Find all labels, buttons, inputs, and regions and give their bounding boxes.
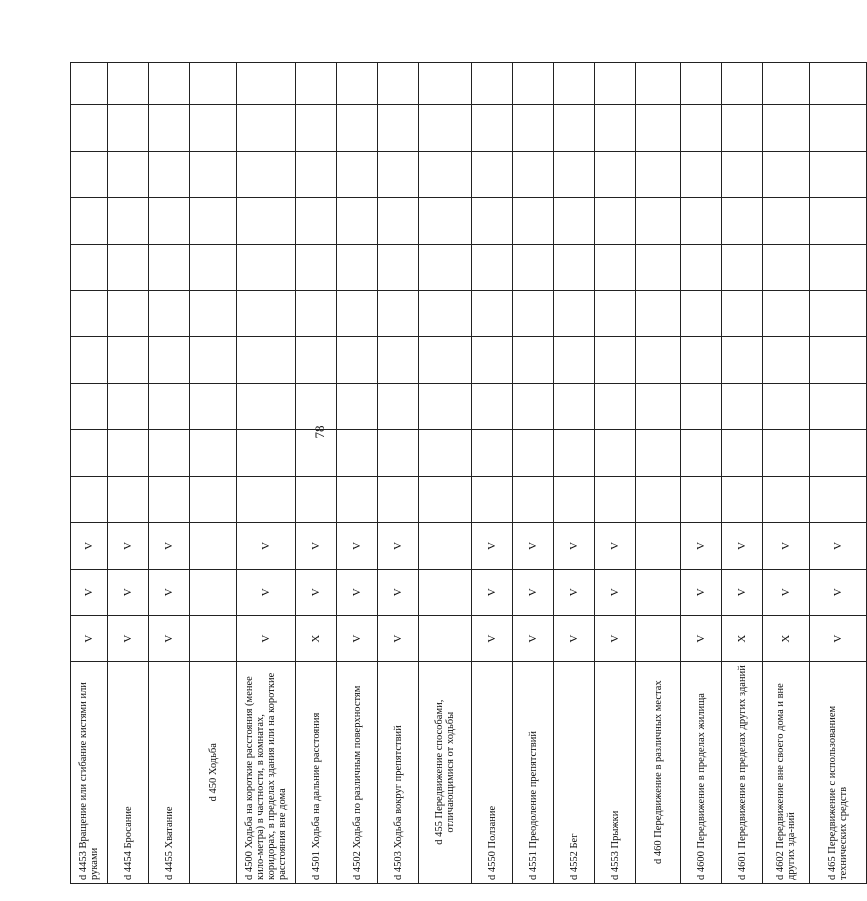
empty-cell xyxy=(810,244,867,290)
mark-cell: V xyxy=(108,615,149,661)
empty-cell xyxy=(722,244,763,290)
mark-cell: V xyxy=(722,569,763,615)
empty-cell xyxy=(190,198,237,244)
rotated-table-layer xyxy=(70,62,849,884)
mark-cell: V xyxy=(810,615,867,661)
empty-cell xyxy=(763,244,810,290)
empty-cell xyxy=(722,63,763,105)
empty-cell xyxy=(419,105,472,151)
empty-cell xyxy=(681,383,722,429)
section-row xyxy=(636,63,681,884)
empty-cell xyxy=(237,383,296,429)
empty-cell xyxy=(337,383,378,429)
empty-cell xyxy=(554,63,595,105)
mark-cell: V xyxy=(681,569,722,615)
item-label: d 4601 Передвижение в пределах других зданий xyxy=(722,662,763,884)
empty-cell xyxy=(108,63,149,105)
empty-cell xyxy=(472,430,513,476)
empty-cell xyxy=(108,430,149,476)
mark-cell: X xyxy=(296,615,337,661)
empty-cell xyxy=(71,151,108,197)
section-row xyxy=(190,63,237,884)
empty-cell xyxy=(681,291,722,337)
empty-cell xyxy=(108,198,149,244)
empty-cell xyxy=(681,198,722,244)
empty-cell xyxy=(810,383,867,429)
empty-cell xyxy=(190,476,237,522)
mark-cell: X xyxy=(763,615,810,661)
mark-cell: V xyxy=(722,523,763,569)
mark-cell: V xyxy=(554,523,595,569)
item-label: d 4455 Хватание xyxy=(149,662,190,884)
item-label: d 4550 Ползание xyxy=(472,662,513,884)
mark-cell: V xyxy=(513,615,554,661)
table-row xyxy=(71,63,108,884)
table-row xyxy=(149,63,190,884)
item-label: d 465 Передвижение с использованием технических средств xyxy=(810,662,867,884)
mark-cell: V xyxy=(337,523,378,569)
mark-cell xyxy=(419,569,472,615)
mark-cell: V xyxy=(681,615,722,661)
empty-cell xyxy=(419,291,472,337)
mark-cell: V xyxy=(237,569,296,615)
empty-cell xyxy=(71,383,108,429)
empty-cell xyxy=(636,337,681,383)
section-label: d 455 Передвижение способами, отличающимися от ходьбы xyxy=(419,662,472,884)
empty-cell xyxy=(722,383,763,429)
item-label: d 4501 Ходьба на дальние расстояния xyxy=(296,662,337,884)
item-label: d 4551 Преодоление препятствий xyxy=(513,662,554,884)
empty-cell xyxy=(71,244,108,290)
empty-cell xyxy=(190,63,237,105)
table-row xyxy=(337,63,378,884)
empty-cell xyxy=(595,476,636,522)
empty-cell xyxy=(722,430,763,476)
assessment-table xyxy=(70,62,867,884)
assessment-table-wrapper xyxy=(70,62,849,884)
empty-cell xyxy=(554,291,595,337)
table-row xyxy=(513,63,554,884)
mark-cell: V xyxy=(472,523,513,569)
empty-cell xyxy=(149,244,190,290)
empty-cell xyxy=(636,105,681,151)
empty-cell xyxy=(378,105,419,151)
empty-cell xyxy=(763,291,810,337)
mark-cell: V xyxy=(296,569,337,615)
empty-cell xyxy=(378,430,419,476)
empty-cell xyxy=(296,63,337,105)
empty-cell xyxy=(810,430,867,476)
empty-cell xyxy=(513,105,554,151)
mark-cell: V xyxy=(513,523,554,569)
mark-cell: V xyxy=(296,523,337,569)
empty-cell xyxy=(636,476,681,522)
empty-cell xyxy=(237,244,296,290)
empty-cell xyxy=(722,151,763,197)
mark-cell: V xyxy=(595,569,636,615)
empty-cell xyxy=(419,383,472,429)
empty-cell xyxy=(378,291,419,337)
mark-cell: V xyxy=(149,615,190,661)
empty-cell xyxy=(722,337,763,383)
empty-cell xyxy=(472,291,513,337)
empty-cell xyxy=(810,291,867,337)
empty-cell xyxy=(554,198,595,244)
empty-cell xyxy=(149,105,190,151)
empty-cell xyxy=(296,291,337,337)
section-label: d 450 Ходьба xyxy=(190,662,237,884)
empty-cell xyxy=(237,337,296,383)
empty-cell xyxy=(378,476,419,522)
empty-cell xyxy=(149,291,190,337)
empty-cell xyxy=(636,198,681,244)
empty-cell xyxy=(108,151,149,197)
item-label: d 4602 Передвижение вне своего дома и вне других зда-ний xyxy=(763,662,810,884)
empty-cell xyxy=(513,337,554,383)
empty-cell xyxy=(472,198,513,244)
empty-cell xyxy=(190,383,237,429)
item-label: d 4453 Вращение или сгибание кистями или руками xyxy=(71,662,108,884)
empty-cell xyxy=(810,198,867,244)
mark-cell: V xyxy=(71,615,108,661)
empty-cell xyxy=(237,430,296,476)
empty-cell xyxy=(763,337,810,383)
empty-cell xyxy=(419,198,472,244)
mark-cell xyxy=(190,615,237,661)
empty-cell xyxy=(595,244,636,290)
mark-cell: X xyxy=(722,615,763,661)
empty-cell xyxy=(378,383,419,429)
mark-cell xyxy=(190,569,237,615)
empty-cell xyxy=(722,291,763,337)
empty-cell xyxy=(595,430,636,476)
empty-cell xyxy=(472,244,513,290)
empty-cell xyxy=(636,430,681,476)
mark-cell: V xyxy=(595,615,636,661)
empty-cell xyxy=(636,291,681,337)
empty-cell xyxy=(190,337,237,383)
empty-cell xyxy=(595,291,636,337)
mark-cell: V xyxy=(108,569,149,615)
section-row xyxy=(419,63,472,884)
mark-cell: V xyxy=(149,523,190,569)
empty-cell xyxy=(378,244,419,290)
empty-cell xyxy=(296,337,337,383)
empty-cell xyxy=(763,430,810,476)
empty-cell xyxy=(419,244,472,290)
empty-cell xyxy=(513,63,554,105)
empty-cell xyxy=(378,63,419,105)
empty-cell xyxy=(554,151,595,197)
mark-cell xyxy=(636,523,681,569)
empty-cell xyxy=(595,383,636,429)
mark-cell xyxy=(190,523,237,569)
empty-cell xyxy=(108,244,149,290)
empty-cell xyxy=(190,151,237,197)
empty-cell xyxy=(472,105,513,151)
empty-cell xyxy=(337,244,378,290)
mark-cell: V xyxy=(763,569,810,615)
empty-cell xyxy=(296,244,337,290)
empty-cell xyxy=(237,476,296,522)
empty-cell xyxy=(681,63,722,105)
empty-cell xyxy=(337,337,378,383)
empty-cell xyxy=(763,151,810,197)
table-row xyxy=(237,63,296,884)
empty-cell xyxy=(681,337,722,383)
empty-cell xyxy=(513,383,554,429)
empty-cell xyxy=(681,244,722,290)
empty-cell xyxy=(419,476,472,522)
empty-cell xyxy=(419,337,472,383)
mark-cell xyxy=(636,569,681,615)
mark-cell: V xyxy=(763,523,810,569)
empty-cell xyxy=(472,337,513,383)
table-row xyxy=(722,63,763,884)
empty-cell xyxy=(296,476,337,522)
empty-cell xyxy=(149,198,190,244)
empty-cell xyxy=(636,244,681,290)
empty-cell xyxy=(472,63,513,105)
mark-cell: V xyxy=(337,615,378,661)
empty-cell xyxy=(190,105,237,151)
empty-cell xyxy=(237,151,296,197)
empty-cell xyxy=(337,430,378,476)
mark-cell: V xyxy=(378,569,419,615)
empty-cell xyxy=(554,337,595,383)
empty-cell xyxy=(681,105,722,151)
table-row xyxy=(763,63,810,884)
empty-cell xyxy=(337,198,378,244)
mark-cell: V xyxy=(337,569,378,615)
empty-cell xyxy=(108,291,149,337)
item-label: d 4600 Передвижение в пределах жилища xyxy=(681,662,722,884)
section-label: d 460 Передвижение в различных местах xyxy=(636,662,681,884)
empty-cell xyxy=(810,476,867,522)
empty-cell xyxy=(763,476,810,522)
empty-cell xyxy=(554,105,595,151)
empty-cell xyxy=(71,291,108,337)
item-label: d 4500 Ходьба на короткие расстояния (менее кило-метра) в частности, в комнатах, коридорах, в пределах здания или на короткие расстояния вне дома xyxy=(237,662,296,884)
empty-cell xyxy=(337,63,378,105)
empty-cell xyxy=(513,476,554,522)
empty-cell xyxy=(71,476,108,522)
empty-cell xyxy=(513,430,554,476)
mark-cell: V xyxy=(237,523,296,569)
mark-cell: V xyxy=(810,569,867,615)
empty-cell xyxy=(378,198,419,244)
empty-cell xyxy=(296,151,337,197)
empty-cell xyxy=(722,198,763,244)
mark-cell: V xyxy=(554,569,595,615)
empty-cell xyxy=(763,63,810,105)
empty-cell xyxy=(149,430,190,476)
empty-cell xyxy=(108,337,149,383)
empty-cell xyxy=(513,151,554,197)
empty-cell xyxy=(190,430,237,476)
empty-cell xyxy=(237,105,296,151)
empty-cell xyxy=(636,383,681,429)
empty-cell xyxy=(554,476,595,522)
mark-cell: V xyxy=(554,615,595,661)
table-row xyxy=(296,63,337,884)
table-row xyxy=(108,63,149,884)
empty-cell xyxy=(810,151,867,197)
empty-cell xyxy=(237,198,296,244)
empty-cell xyxy=(810,337,867,383)
mark-cell xyxy=(636,615,681,661)
empty-cell xyxy=(296,430,337,476)
mark-cell: V xyxy=(681,523,722,569)
mark-cell: V xyxy=(472,569,513,615)
item-label: d 4503 Ходьба вокруг препятствий xyxy=(378,662,419,884)
empty-cell xyxy=(337,105,378,151)
empty-cell xyxy=(108,476,149,522)
empty-cell xyxy=(681,476,722,522)
table-row xyxy=(810,63,867,884)
mark-cell: V xyxy=(71,569,108,615)
empty-cell xyxy=(472,383,513,429)
empty-cell xyxy=(190,291,237,337)
item-label: d 4502 Ходьба по различным поверхностям xyxy=(337,662,378,884)
empty-cell xyxy=(71,198,108,244)
empty-cell xyxy=(595,105,636,151)
mark-cell: V xyxy=(149,569,190,615)
empty-cell xyxy=(337,291,378,337)
empty-cell xyxy=(554,430,595,476)
mark-cell: V xyxy=(810,523,867,569)
empty-cell xyxy=(190,244,237,290)
empty-cell xyxy=(419,430,472,476)
mark-cell: V xyxy=(71,523,108,569)
empty-cell xyxy=(71,430,108,476)
empty-cell xyxy=(337,476,378,522)
item-label: d 4553 Прыжки xyxy=(595,662,636,884)
empty-cell xyxy=(378,151,419,197)
empty-cell xyxy=(595,198,636,244)
mark-cell xyxy=(419,615,472,661)
empty-cell xyxy=(681,430,722,476)
empty-cell xyxy=(337,151,378,197)
mark-cell: V xyxy=(378,615,419,661)
empty-cell xyxy=(296,198,337,244)
empty-cell xyxy=(681,151,722,197)
empty-cell xyxy=(149,337,190,383)
empty-cell xyxy=(419,151,472,197)
empty-cell xyxy=(763,105,810,151)
table-body xyxy=(71,63,867,884)
empty-cell xyxy=(296,105,337,151)
mark-cell: V xyxy=(378,523,419,569)
empty-cell xyxy=(595,63,636,105)
empty-cell xyxy=(71,105,108,151)
empty-cell xyxy=(149,476,190,522)
empty-cell xyxy=(636,151,681,197)
empty-cell xyxy=(149,63,190,105)
empty-cell xyxy=(108,105,149,151)
empty-cell xyxy=(237,63,296,105)
table-row xyxy=(472,63,513,884)
empty-cell xyxy=(722,476,763,522)
item-label: d 4454 Бросание xyxy=(108,662,149,884)
empty-cell xyxy=(513,244,554,290)
empty-cell xyxy=(763,383,810,429)
table-row xyxy=(681,63,722,884)
empty-cell xyxy=(472,476,513,522)
empty-cell xyxy=(149,151,190,197)
empty-cell xyxy=(149,383,190,429)
empty-cell xyxy=(472,151,513,197)
empty-cell xyxy=(763,198,810,244)
mark-cell: V xyxy=(513,569,554,615)
empty-cell xyxy=(595,151,636,197)
empty-cell xyxy=(595,337,636,383)
empty-cell xyxy=(554,244,595,290)
empty-cell xyxy=(722,105,763,151)
item-label: d 4552 Бег xyxy=(554,662,595,884)
page-number: 78 xyxy=(312,425,327,439)
empty-cell xyxy=(513,291,554,337)
empty-cell xyxy=(378,337,419,383)
empty-cell xyxy=(237,291,296,337)
mark-cell: V xyxy=(237,615,296,661)
empty-cell xyxy=(71,63,108,105)
empty-cell xyxy=(513,198,554,244)
empty-cell xyxy=(810,105,867,151)
mark-cell xyxy=(419,523,472,569)
table-row xyxy=(378,63,419,884)
table-row xyxy=(595,63,636,884)
mark-cell: V xyxy=(472,615,513,661)
mark-cell: V xyxy=(595,523,636,569)
table-row xyxy=(554,63,595,884)
empty-cell xyxy=(71,337,108,383)
empty-cell xyxy=(419,63,472,105)
empty-cell xyxy=(296,383,337,429)
empty-cell xyxy=(108,383,149,429)
empty-cell xyxy=(554,383,595,429)
empty-cell xyxy=(636,63,681,105)
empty-cell xyxy=(810,63,867,105)
mark-cell: V xyxy=(108,523,149,569)
